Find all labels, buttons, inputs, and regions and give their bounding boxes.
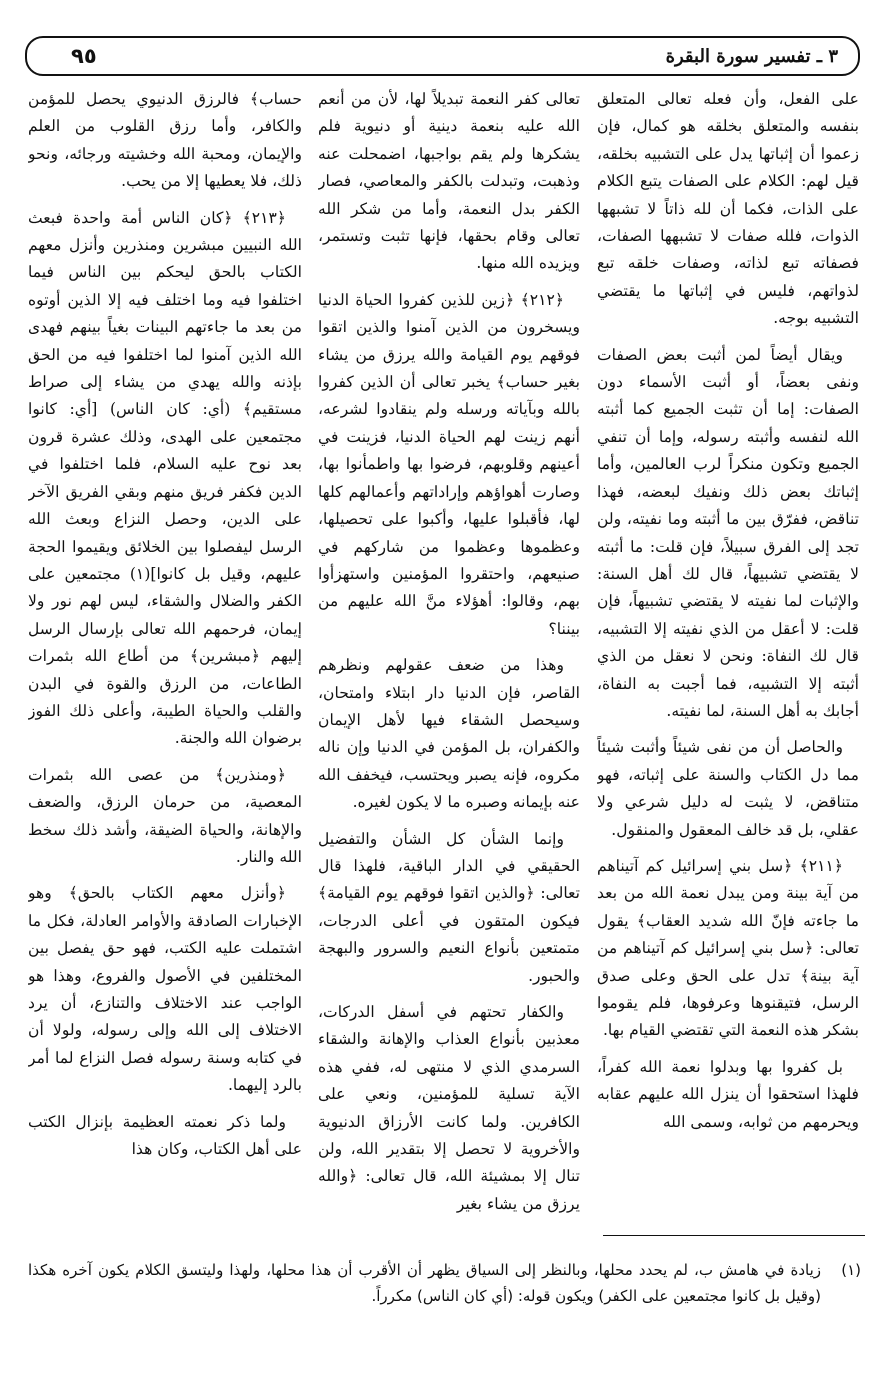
footnote-number: (١) [841, 1261, 861, 1279]
paragraph: وإنما الشأن كل الشأن والتفضيل الحقيقي في الدار الباقية، فلهذا قال تعالى: ﴿والذين اتقوا فوقهم يوم القيامة﴾ فيكون المتقون في أعلى الدرجات، متمتعين بأنواع النعيم والسرور والبهجة والحبور. [318, 829, 580, 985]
paragraph: حساب﴾ فالرزق الدنيوي يحصل للمؤمن والكافر، وأما رزق القلوب من العلم والإيمان، ومحبة الله وخشيته ورجائه، ونحو ذلك، فلا يعطيها إلا من يحب. [28, 90, 302, 191]
paragraph: ﴿٢١٢﴾ ﴿زين للذين كفروا الحياة الدنيا ويسخرون من الذين آمنوا والذين اتقوا فوقهم يوم القيامة والله يرزق من يشاء بغير حساب﴾ يخبر تعالى أن الذين كفروا بالله وبآياته ورسله ولم ينقادوا لشرعه، أنهم زينت لهم الحياة الدنيا، فزينت في أعينهم وقلوبهم، فرضوا بها واطمأنوا بها، وصارت أهواؤهم وإراداتهم وأعمالهم كلها لها، فأقبلوا عليها، وأكبوا على تحصيلها، وعظموها وعظموا من شاركهم في صنيعهم، واحتقروا المؤمنين واستهزأوا بهم، وقالوا: أهؤلاء منَّ الله عليهم من بيننا؟ [318, 290, 580, 638]
footnote-text: زيادة في هامش ب، لم يحدد محلها، وبالنظر إلى السياق يظهر أن الأقرب أن هذا محلها، ولهذا وليتسق الكلام يكون آخره هكذا (وقيل بل كانوا مجتمعين على الكفر) ويكون قوله: (أي كان الناس) مكرراً. [28, 1261, 821, 1305]
paragraph: ﴿٢١١﴾ ﴿سل بني إسرائيل كم آتيناهم من آية بينة ومن يبدل نعمة الله من بعد ما جاءته فإنّ الله شديد العقاب﴾ يقول تعالى: ﴿سل بني إسرائيل كم آتيناهم من آية بينة﴾ تدل على الحق وعلى صدق الرسل، فتيقنوها وعرفوها، فلم يقوموا بشكر هذه النعمة التي تقتضي القيام بها. [597, 856, 859, 1040]
page-header [25, 36, 860, 76]
text-column-middle [318, 86, 580, 1262]
footnote-divider [603, 1235, 865, 1236]
paragraph: وهذا من ضعف عقولهم ونظرهم القاصر، فإن الدنيا دار ابتلاء وامتحان، وسيحصل الشقاء فيها لأهل الإيمان والكفران، بل المؤمن في الدنيا وإن ناله مكروه، فإنه يصبر ويحتسب، فيخفف الله عنه بإيمانه وصبره ما لا يكون لغيره. [318, 656, 580, 812]
paragraph: والحاصل أن من نفى شيئاً وأثبت شيئاً مما دل الكتاب والسنة على إثباته، فهو متناقض، لا يثبت له دليل شرعي ولا عقلي، بل قد خالف المعقول والمنقول. [597, 738, 859, 839]
paragraph: ولما ذكر نعمته العظيمة بإنزال الكتب على أهل الكتاب، وكان هذا [28, 1112, 302, 1159]
text-column-left [28, 86, 302, 1262]
paragraph: ﴿ومنذرين﴾ من عصى الله بثمرات المعصية، من حرمان الرزق، والضعف والإهانة، والحياة الضيقة، وأشد ذلك سخط الله والنار. [28, 765, 302, 866]
page-number: ٩٥ [71, 44, 97, 68]
paragraph: ﴿٢١٣﴾ ﴿كان الناس أمة واحدة فبعث الله النبيين مبشرين ومنذرين وأنزل معهم الكتاب بالحق ليحكم بين الناس فيما اختلفوا فيه وما اختلف فيه إلا الذين أوتوه من بعد ما جاءتهم البينات بغياً بينهم فهدى الله الذين آمنوا لما اختلفوا فيه من الحق بإذنه والله يهدي من يشاء إلى صراط مستقيم﴾ (أي: كان الناس) [أي: كانوا مجتمعين على الهدى، وذلك عشرة قرون بعد نوح عليه السلام، فلما اختلفوا في الدين فكفر فريق منهم وبقي الفريق الآخر على الدين، وحصل النزاع وبعث الله الرسل ليفصلوا بين الخلائق ويقيموا الحجة عليهم، وقيل بل كانوا](١) مجتمعين على الكفر والضلال والشقاء، ليس لهم نور ولا إيمان، فرحمهم الله تعالى بإرسال الرسل إليهم ﴿مبشرين﴾ من أطاع الله بثمرات الطاعات، من الرزق والقوة في البدن والقلب والحياة الطيبة، وأعلى ذلك الفوز برضوان الله والجنة. [28, 208, 302, 748]
paragraph: ﴿وأنزل معهم الكتاب بالحق﴾ وهو الإخبارات الصادقة والأوامر العادلة، فكل ما اشتملت عليه الكتب، فهو حق يفصل بين المختلفين في الأصول والفروع، وهذا هو الواجب عند الاختلاف والتنازع، أن يرد الاختلاف إلى الله وإلى رسوله، ولولا أن في كتابه وسنة رسوله فصل النزاع لما أمر بالرد إليهما. [28, 884, 302, 1095]
paragraph: بل كفروا بها وبدلوا نعمة الله كفراً، فلهذا استحقوا أن ينزل الله عليهم عقابه ويحرمهم من ثوابه، وسمى الله [597, 1057, 859, 1131]
paragraph: تعالى كفر النعمة تبديلاً لها، لأن من أنعم الله عليه بنعمة دينية أو دنيوية فلم يشكرها ولم يقم بواجبها، اضمحلت عنه وذهبت، وتبدلت بالكفر والمعاصي، فصار الكفر بدل النعمة، وأما من شكر الله تعالى وقام بحقها، فإنها تثبت وتستمر، ويزيده الله منها. [318, 90, 580, 273]
paragraph: على الفعل، وأن فعله تعالى المتعلق بنفسه والمتعلق بخلقه هو كمال، فإن زعموا أن إثباتها يدل على التشبيه بخلقه، قيل لهم: الكلام على الصفات يتبع الكلام على الذات، فكما أن لله ذاتاً لا تشبهها الذوات، فلله صفات لا تشبهها الصفات، فصفاته تبع لذاته، وصفات خلقه تبع لذواتهم، فليس في إثباتها ما يقتضي التشبيه بوجه. [597, 90, 859, 328]
paragraph: والكفار تحتهم في أسفل الدركات، معذبين بأنواع العذاب والإهانة والشقاء السرمدي الذي لا منتهى له، ففي هذه الآية تسلية للمؤمنين، ونعي على الكافرين. ولما كانت الأرزاق الدنيوية والأخروية لا تحصل إلا بتقدير الله، ولن تنال إلا بمشيئة الله، قال تعالى: ﴿والله يرزق من يشاء بغير [318, 1003, 580, 1213]
paragraph: ويقال أيضاً لمن أثبت بعض الصفات ونفى بعضاً، أو أثبت الأسماء دون الصفات: إما أن تثبت الجميع كما أثبته الله لنفسه وأثبته رسوله، وإما أن تنفي الجميع وتكون منكراً لرب العالمين، وأما إثباتك بعض ذلك ونفيك لبعضه، فهذا تناقض، ففرّق بين ما أثبته وما نفيته، ولن تجد إلى الفرق سبيلاً، فإن قلت: ما أثبته لا يقتضي تشبيهاً، قال لك أهل السنة: والإثبات لما نفيته لا يقتضي تشبيهاً، فإن قلت: لا أعقل من الذي نفيته إلا التشبيه، قال لك النفاة: ونحن لا نعقل من الذي أثبته إلا التشبيه، فما أجبت به النفاة، أجابك به أهل السنة، لما نفيته. [597, 345, 859, 720]
footnote [28, 1257, 861, 1309]
running-title: ٣ ـ تفسير سورة البقرة [665, 46, 838, 67]
text-column-right [597, 86, 859, 1262]
